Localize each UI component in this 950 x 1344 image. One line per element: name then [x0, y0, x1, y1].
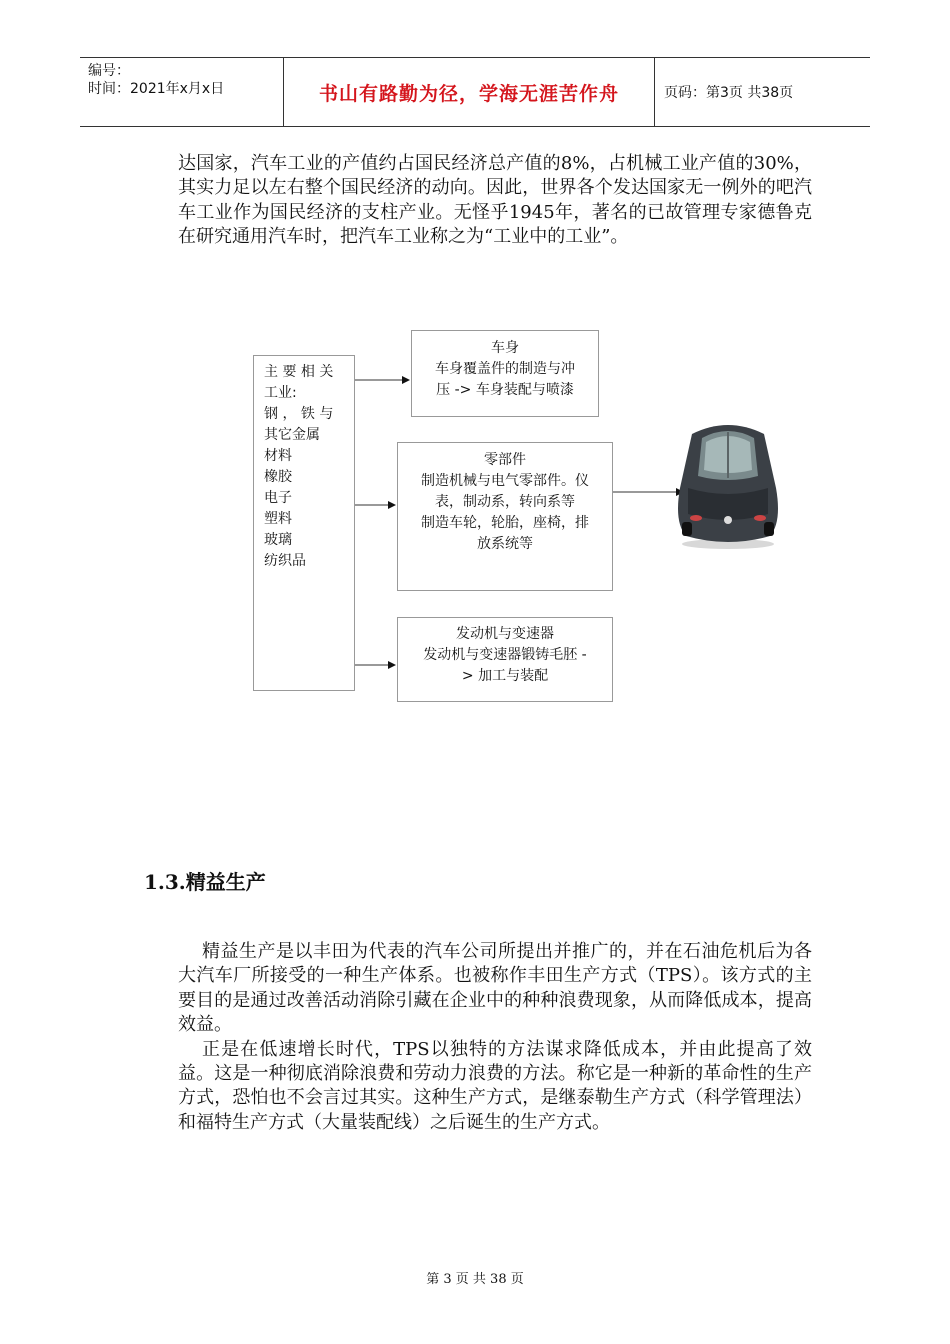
industry-item: 玻璃 [264, 532, 292, 548]
industry-item: 塑料 [264, 511, 292, 527]
body-box-line: 车身覆盖件的制造与冲 [435, 361, 575, 377]
sports-car-image [672, 418, 784, 550]
engine-box-title: 发动机与变速器 [456, 626, 554, 642]
engine-box-line: > 加工与装配 [461, 668, 549, 684]
industry-item: 钢 ， 铁 与 [264, 406, 334, 422]
body-box-line: 压 -> 车身装配与喷漆 [436, 382, 574, 398]
industries-title: 主 要 相 关 工业: [264, 364, 334, 401]
industry-item: 纺织品 [264, 553, 306, 569]
document-number-label: 编号： [88, 63, 130, 79]
lean-production-text [178, 940, 812, 1135]
parts-box-line: 制造车轮，轮胎，座椅，排 [421, 515, 589, 531]
industry-item: 橡胶 [264, 469, 292, 485]
document-date: 时间：2021年x月x日 [88, 81, 225, 97]
industry-item: 材料 [264, 448, 292, 464]
parts-box-line: 放系统等 [477, 536, 533, 552]
paragraph: 正是在低速增长时代，TPS以独特的方法谋求降低成本，并由此提高了效益。这是一种彻底消除浪费和劳动力浪费的方法。称它是一种新的革命性的生产方式，恐怕也不会言过其实。这种生产方式，是继泰勒生产方式（科学管理法）和福特生产方式（大量装配线）之后诞生的生产方式。 [178, 1038, 812, 1133]
body-box-title: 车身 [491, 340, 519, 356]
header-motto: 书山有路勤为径，学海无涯苦作舟 [318, 82, 619, 105]
intro-paragraph: 达国家，汽车工业的产值约占国民经济总产值的8%，占机械工业产值的30%，其实力足以左右整个国民经济的动向。因此，世界各个发达国家无一例外的吧汽车工业作为国民经济的支柱产业。无怪乎1945年，著名的已故管理专家德鲁克在研究通用汽车时，把汽车工业称之为“工业中的工业”。 [178, 153, 812, 248]
engine-box-line: 发动机与变速器锻铸毛胚 - [423, 647, 587, 663]
parts-box-title: 零部件 [484, 452, 526, 468]
header-page-info: 页码：第3页 共38页 [664, 85, 794, 101]
parts-box-line: 制造机械与电气零部件。仪 [421, 473, 589, 489]
industry-item: 电子 [264, 490, 292, 506]
section-heading: 1.3.精益生产 [144, 870, 266, 894]
parts-box-line: 表，制动系，转向系等 [435, 494, 575, 510]
industry-item: 其它金属 [264, 427, 320, 443]
page-footer: 第 3 页 共 38 页 [426, 1272, 524, 1287]
paragraph: 精益生产是以丰田为代表的汽车公司所提出并推广的，并在石油危机后为各大汽车厂所接受的一种生产体系。也被称作丰田生产方式（TPS）。该方式的主要目的是通过改善活动消除引藏在企业中的种种浪费现象，从而降低成本，提高效益。 [178, 941, 812, 1036]
